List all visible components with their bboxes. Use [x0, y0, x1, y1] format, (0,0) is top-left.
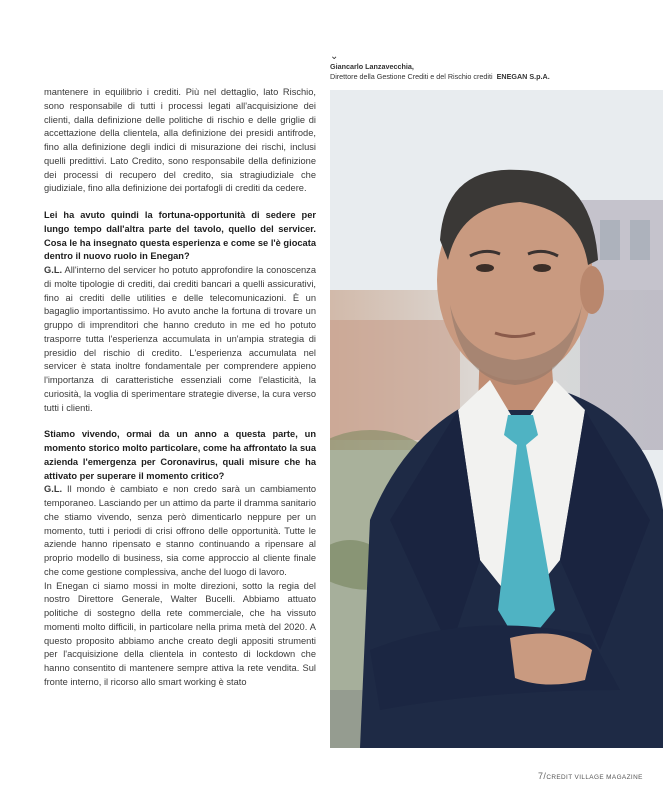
chevron-down-icon: ⌄: [330, 51, 339, 62]
page-number: 7/: [538, 771, 547, 781]
question-1: Lei ha avuto quindi la fortuna-opportunità di sedere per lungo tempo dall'altra parte del tavolo, quello del servicer. Cosa le ha insegnato questa esperienza e come se l'è giocata dentro il nuovo ruolo in Enegan?: [44, 210, 316, 262]
answer-3: In Enegan ci siamo mossi in molte direzioni, sotto la regia del nostro Direttore Generale, Walter Bucelli. Abbiamo attuato politiche di sostegno della rete commerciale, che ha vissuto momenti molto difficili, in particolare nella prima metà del 2020. A questo proposito abbiamo anche creato degli appositi strumenti per l'acquisizione della clientela in contesto di lockdown che hanno consentito di mantenere sempre attiva la rete vendita. Sul fronte interno, il ricorso allo smart working è stato: [44, 580, 316, 687]
caption-role: [330, 72, 550, 81]
question-2: Stiamo vivendo, ormai da un anno a questa parte, un momento storico molto particolare, come ha affrontato la sua azienda l'emergenza per Coronavirus, quali misure che ha attivato per superare il momento critico?: [44, 429, 316, 481]
page-footer: [538, 771, 643, 781]
magazine-name: CREDIT VILLAGE MAGAZINE: [546, 774, 643, 781]
portrait-illustration: [330, 90, 663, 748]
speaker-initials: G.L.: [44, 265, 63, 275]
answer-2: [44, 483, 316, 579]
caption-company: ENEGAN S.p.A.: [496, 72, 550, 81]
portrait-photo: [330, 90, 663, 748]
caption-role-text: Direttore della Gestione Crediti e del Rischio crediti: [330, 72, 493, 81]
article-intro: mantenere in equilibrio i crediti. Più nel dettaglio, lato Rischio, sono responsabile di tutti i processi legati all'acquisizione dei clienti, dalla definizione delle politiche di rischio e delle griglie di accettazione della clientela, alla definizione dei presidi antifrode, fino alla definizione degli indici di misurazione dei rischi, inclusi quelli predittivi. Lato Credito, sono responsabile della definizione dei processi di recupero del credito, sia stragiudiziale che giudiziale, fino alla definizione dei portafogli di crediti da cedere.: [44, 87, 316, 194]
answer-2-text: Il mondo è cambiato e non credo sarà un cambiamento temporaneo. Lasciando per un attimo da parte il dramma sanitario che stiamo vivendo, senza però dimenticarlo neppure per un momento, tutti i periodi di crisi offrono delle opportunità. Tutte le aziende hanno ripensato e stanno continuando a ripensare al proprio modello di business, sia come approccio al cliente finale che come gestione complessiva, anche del luogo di lavoro.: [44, 484, 316, 577]
article-column: [44, 86, 316, 690]
answer-1: [44, 264, 316, 415]
caption-name: Giancarlo Lanzavecchia,: [330, 62, 414, 71]
answer-1-text: All'interno del servicer ho potuto approfondire la conoscenza di molte tipologie di crediti, dai crediti bancari a quelli assicurativi, fino ai crediti delle utilities e delle telecomunicazioni. È un bagaglio importantissimo. Ho avuto anche la fortuna di trovare un gruppo di imprenditori che hanno creduto in me ed ho potuto trasporre tutta l'esperienza accumulata in un'ampia strategia di presidio del rischio di credito. L'esperienza accumulata nel servicer è stata inoltre fondamentale per comprendere appieno l'importanza di caratteristiche essenziali come l'elasticità, la curiosità, la voglia di sperimentare strategie diverse, la cura verso tutti i clienti.: [44, 265, 316, 413]
speaker-initials: G.L.: [44, 484, 63, 495]
